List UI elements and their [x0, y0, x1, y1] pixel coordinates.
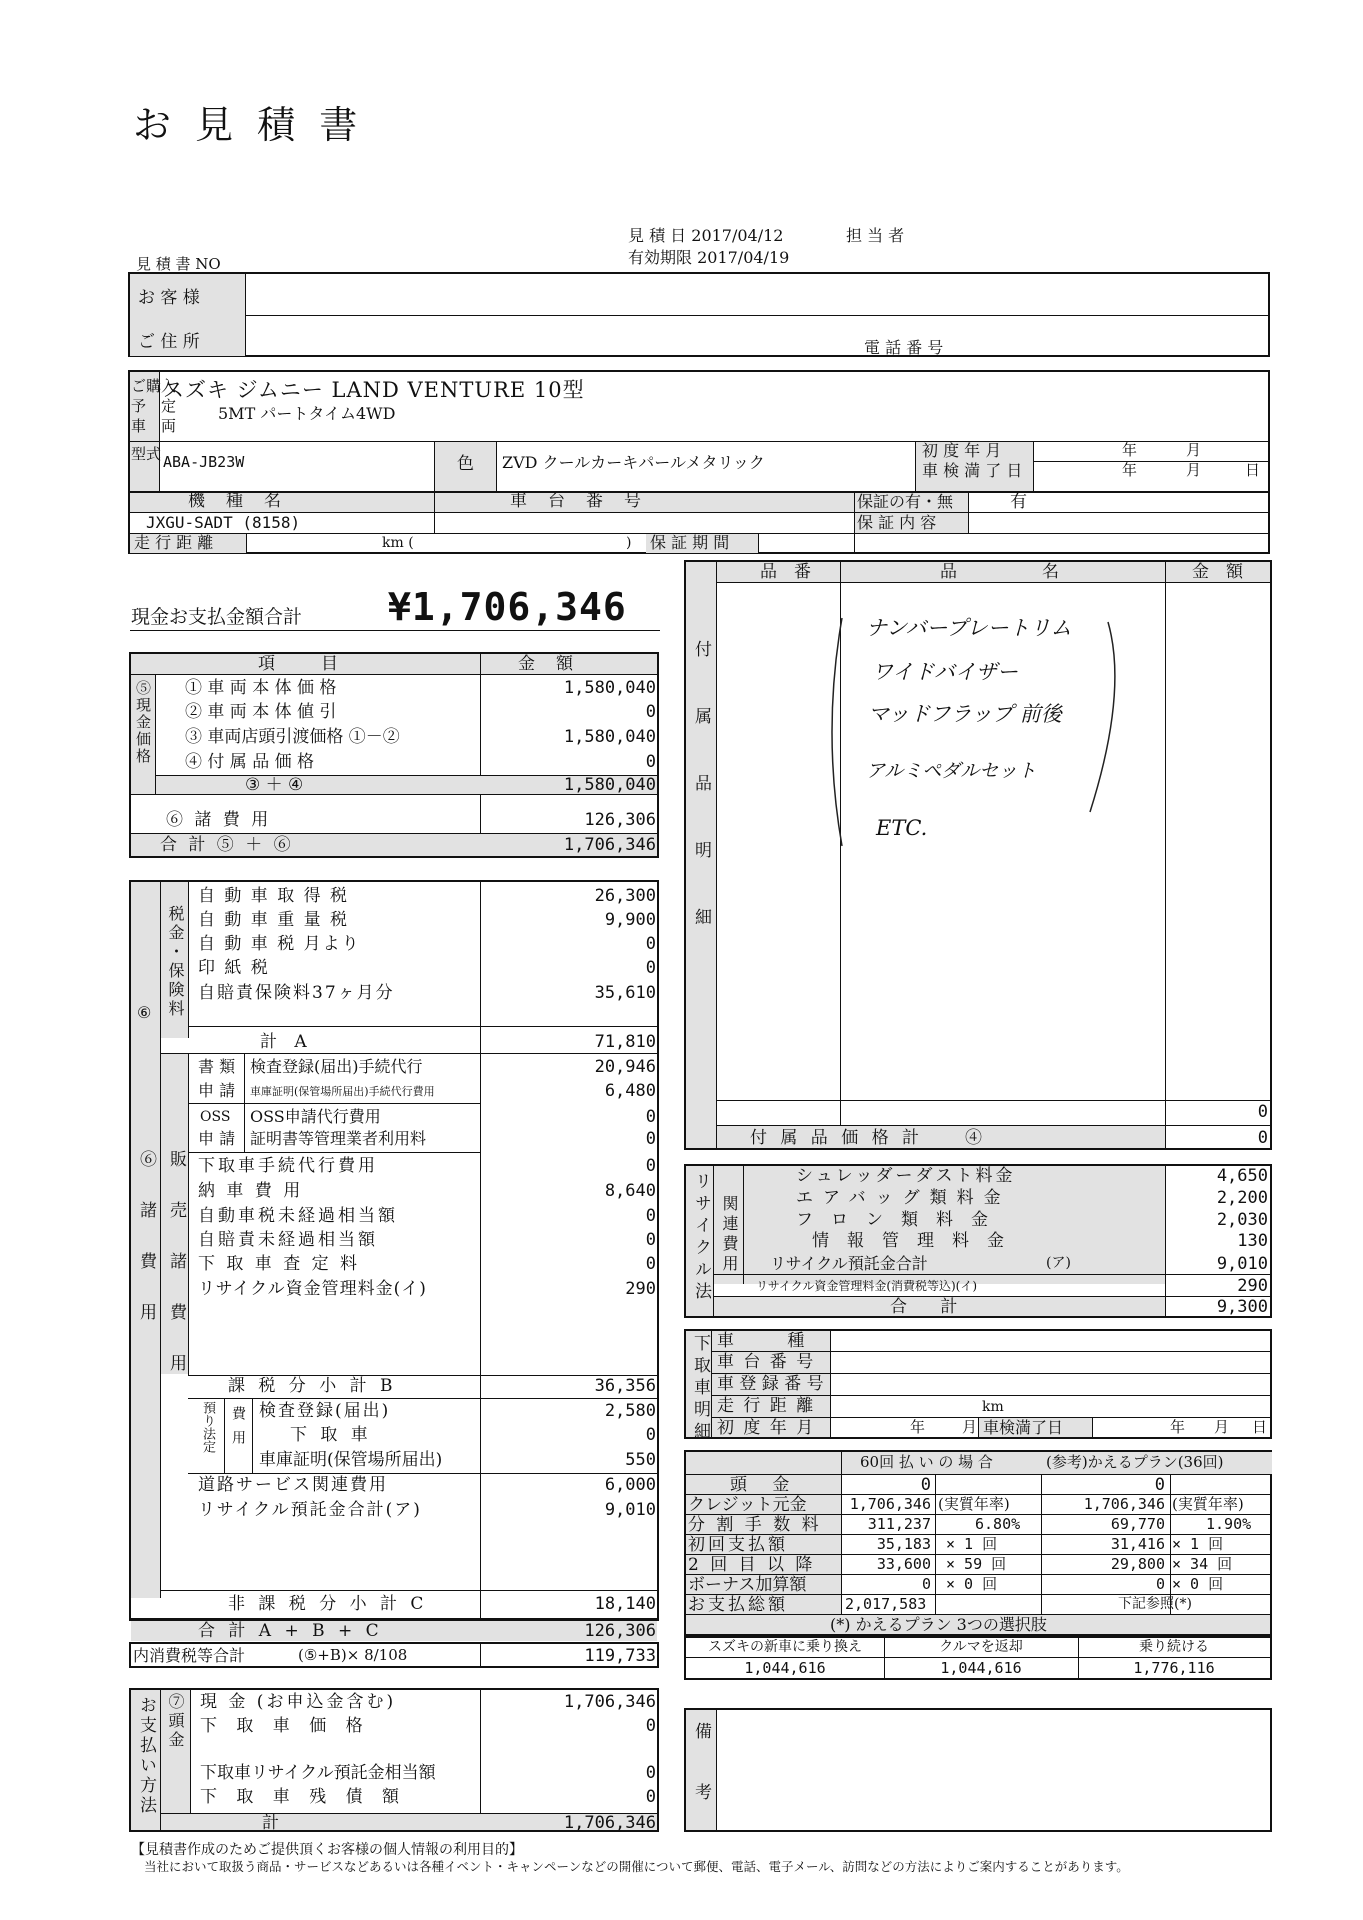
tax-row-label: 自賠責保険料37ヶ月分 — [198, 983, 395, 1003]
tradein-row-label: 車 登 録 番 号 — [717, 1374, 824, 1394]
handwritten-item: マッドフラップ 前後 — [868, 702, 1062, 726]
expense-row-value: 0 — [645, 1230, 656, 1250]
tax-row-label: 自 動 車 取 得 税 — [198, 886, 350, 906]
loan-rate-60: 6.80% — [975, 1515, 1021, 1533]
warranty-content-label: 保 証 内 容 — [857, 513, 937, 532]
doc-row-label: 車庫証明(保管場所届出)手続代行費用 — [250, 1085, 435, 1098]
expense-row-label: 下取車手続代行費用 — [198, 1156, 378, 1176]
tradein-inspection-label: 車検満了日 — [983, 1418, 1064, 1437]
handwritten-note — [828, 612, 1123, 852]
expense-row-label: 納 車 費 用 — [198, 1181, 304, 1201]
tax-row-value: 0 — [645, 934, 656, 954]
tax-row-label: 自 動 車 税 月より — [198, 934, 361, 954]
deposit-row-value: 550 — [625, 1450, 656, 1470]
doc-row-label: 検査登録(届出)手続代行 — [250, 1057, 423, 1076]
recycle-row-value: 2,030 — [1216, 1210, 1268, 1230]
payment-row-label: 下 取 車 残 債 額 — [200, 1787, 407, 1807]
recycle-row-value: 130 — [1237, 1231, 1268, 1251]
tradein-row-label: 車 種 — [717, 1331, 829, 1351]
tax-total-value: 71,810 — [594, 1032, 656, 1052]
loan-value-60: 35,183 — [876, 1535, 931, 1553]
payment-method-side-label: お支払い方法 — [136, 1696, 156, 1816]
loan-value-60: 0 — [921, 1575, 931, 1593]
loan-total-ref: 下記参照(*) — [1118, 1596, 1192, 1612]
misc-row-label: リサイクル預託金合計(ア) — [198, 1500, 422, 1520]
vehicle-spec: 5MT パートタイム4WD — [218, 404, 396, 423]
loan-row-label: 分 割 手 数 料 — [688, 1515, 822, 1535]
tradein-km-unit: km — [982, 1399, 1004, 1415]
vehicle-name: スズキ ジムニー LAND VENTURE 10型 — [163, 378, 585, 402]
deposit-side-label: 預り法定 — [200, 1401, 215, 1453]
expense-row-value: 8,640 — [604, 1181, 656, 1201]
remarks-label: 備考 — [691, 1722, 711, 1844]
loan-head-60: 60回 払 い の 場 合 — [860, 1453, 993, 1471]
loan-row-label: ボーナス加算額 — [688, 1575, 807, 1595]
page-title: お 見 積 書 — [133, 103, 364, 147]
nontaxable-subtotal-value: 18,140 — [594, 1594, 656, 1614]
privacy-title: 【見積書作成のためご提供頂くお客様の個人情報の利用目的】 — [131, 1842, 523, 1858]
price-row-label: ② 車 両 本 体 値 引 — [185, 702, 337, 722]
address-label: ご 住 所 — [138, 332, 200, 352]
recycle-row-label: フロン類料金 — [796, 1210, 1006, 1230]
tradein-inspection-month-unit: 月 — [1214, 1418, 1230, 1436]
payment-row-value: 0 — [645, 1716, 656, 1736]
accessories-head-code: 品 番 — [760, 562, 811, 582]
loan-row-label: 2 回 目 以 降 — [688, 1555, 816, 1575]
price-row-value: 0 — [645, 702, 656, 722]
loan-total-60: 2,017,583 — [845, 1595, 927, 1613]
price-row-value: 0 — [645, 752, 656, 772]
accessories-head-name: 品 名 — [940, 562, 1059, 582]
recycle-row-label: シュレッダーダスト料金 — [796, 1166, 1016, 1186]
type-name-value: JXGU-SADT (8158) — [146, 513, 301, 532]
loan-rate-label-60: (実質年率) — [938, 1495, 1010, 1513]
total-payment-label: 現金お支払金額合計 — [131, 606, 303, 628]
tax-insurance-side-label: 税金・保険料 — [166, 905, 185, 1019]
tax-row-label: 自 動 車 重 量 税 — [198, 910, 350, 930]
price-head-amount: 金 額 — [518, 654, 575, 674]
tax-row-label: 印 紙 税 — [198, 958, 270, 978]
cash-price-side-label: ⑤現金価格 — [134, 680, 152, 765]
price-total-label: 合 計 ⑤ ＋ ⑥ — [160, 835, 294, 855]
payment-row-value: 0 — [645, 1763, 656, 1783]
doc-row-value: 6,480 — [604, 1081, 656, 1101]
vehicle-color: ZVD クールカーキパールメタリック — [502, 453, 765, 472]
kaeru-choice-value: 1,044,616 — [744, 1659, 826, 1677]
expenses-grand-label: 合 計 A + B + C — [198, 1621, 383, 1641]
price-total-value: 1,706,346 — [563, 835, 656, 855]
price-row-label: ① 車 両 本 体 価 格 — [185, 678, 337, 698]
purchase-plan-label: ご購入 予 定 車 両 — [131, 377, 177, 435]
handwritten-item: アルミペダルセット — [866, 760, 1037, 782]
warranty-label: 保証の有・無 — [857, 492, 954, 511]
person-in-charge-label: 担 当 者 — [846, 226, 905, 245]
loan-count-60: × 59 回 — [946, 1555, 1007, 1573]
loan-value-60: 1,706,346 — [849, 1495, 931, 1513]
expense-row-value: 290 — [625, 1279, 656, 1299]
sales-expenses-side-label: 販売諸費用 — [166, 1150, 186, 1405]
payment-row-value: 1,706,346 — [563, 1692, 656, 1712]
valid-until: 有効期限 2017/04/19 — [628, 248, 790, 267]
mileage-label: 走 行 距 離 — [134, 533, 214, 552]
doc-row-tag: 書 類 — [198, 1057, 236, 1076]
kaeru-plan-title: (*) かえるプラン 3つの選択肢 — [830, 1615, 1047, 1634]
misc-row-label: 道路サービス関連費用 — [198, 1475, 388, 1495]
doc-row-tag: 申 請 — [198, 1129, 236, 1148]
estimate-date: 見 積 日 2017/04/12 — [628, 226, 784, 245]
expense-row-value: 0 — [645, 1156, 656, 1176]
payment-row-label: 下 取 車 価 格 — [200, 1716, 370, 1736]
first-reg-month-unit: 月 — [1186, 441, 1202, 459]
color-label: 色 — [457, 454, 474, 474]
handwritten-brackets — [828, 612, 1123, 852]
loan-row-label: 頭 金 — [730, 1475, 800, 1495]
payment-row-label: 下取車リサイクル預託金相当額 — [200, 1763, 436, 1783]
misc-row-value: 6,000 — [604, 1475, 656, 1495]
recycle-row-value: 2,200 — [1216, 1188, 1268, 1208]
payment-total-label: 計 — [262, 1813, 279, 1833]
doc-row-value: 0 — [645, 1107, 656, 1127]
expense-row-value: 0 — [645, 1254, 656, 1274]
tax-row-value: 26,300 — [594, 886, 656, 906]
accessories-side-label: 付属品明細 — [691, 640, 711, 975]
total-payment-value: ¥1,706,346 — [388, 585, 627, 629]
tradein-year-unit: 年 — [910, 1418, 926, 1436]
tax-total-label: 計 A — [260, 1032, 313, 1052]
accessories-head-amount: 金 額 — [1192, 562, 1243, 582]
fees-label: ⑥ 諸 費 用 — [166, 810, 272, 830]
taxable-subtotal-label: 課 税 分 小 計 B — [228, 1376, 397, 1396]
loan-value-ref: 29,800 — [1110, 1555, 1165, 1573]
consumption-tax-value: 119,733 — [584, 1646, 656, 1666]
doc-row-value: 0 — [645, 1129, 656, 1149]
loan-row-label: お支払総額 — [688, 1595, 788, 1615]
loan-value-ref: 1,706,346 — [1083, 1495, 1165, 1513]
loan-count-60: × 0 回 — [946, 1575, 998, 1593]
doc-row-label: OSS申請代行費用 — [250, 1107, 381, 1126]
accessories-subtotal-value: 0 — [1257, 1102, 1268, 1122]
accessories-total-value: 0 — [1257, 1128, 1268, 1148]
loan-count-ref: × 1 回 — [1172, 1535, 1224, 1553]
expense-row-label: 自賠責未経過相当額 — [198, 1230, 378, 1250]
estimate-no-label: 見 積 書 NO — [136, 255, 221, 273]
consumption-tax-label: 内消費税等合計 — [133, 1646, 246, 1665]
tax-row-value: 9,900 — [604, 910, 656, 930]
loan-value-ref: 31,416 — [1110, 1535, 1165, 1553]
kaeru-choice-value: 1,044,616 — [940, 1659, 1022, 1677]
doc-row-value: 20,946 — [594, 1057, 656, 1077]
inspection-label: 車 検 満 了 日 — [922, 461, 1023, 480]
loan-value-ref: 0 — [1154, 1475, 1165, 1495]
tradein-inspection-day-unit: 日 — [1252, 1418, 1268, 1436]
first-reg-label: 初 度 年 月 — [922, 441, 1002, 460]
type-name-label: 機 種 名 — [188, 491, 283, 511]
inspection-month-unit: 月 — [1186, 461, 1202, 479]
payment-row-value: 0 — [645, 1787, 656, 1807]
nontaxable-subtotal-label: 非 課 税 分 小 計 C — [228, 1594, 428, 1614]
recycle-deposit-value: 9,010 — [1216, 1254, 1268, 1274]
kaeru-choice-label: スズキの新車に乗り換え — [708, 1639, 862, 1655]
doc-row-tag: 申 請 — [198, 1081, 236, 1100]
handwritten-item: ナンバープレートリム — [866, 616, 1072, 640]
tradein-row-label: 走 行 距 離 — [717, 1396, 816, 1416]
deposit-row-value: 0 — [645, 1425, 656, 1445]
expenses-side-label: ⑥諸費用 — [136, 1150, 156, 1354]
recycle-mgmt-value: 290 — [1237, 1276, 1268, 1296]
price-row-label: ③ 車両店頭引渡価格 ①－② — [185, 727, 400, 747]
recycle-row-label: 情報管理料金 — [812, 1231, 1022, 1251]
doc-row-label: 証明書等管理業者利用料 — [250, 1129, 427, 1148]
kaeru-choice-label: クルマを返却 — [939, 1639, 1023, 1655]
customer-name-label: お 客 様 — [138, 288, 200, 308]
handwritten-item: ETC. — [876, 816, 928, 840]
handwritten-item: ワイドバイザー — [872, 660, 1018, 684]
recycle-total-value: 9,300 — [1216, 1297, 1268, 1317]
tradein-inspection-year-unit: 年 — [1170, 1418, 1186, 1436]
inspection-day-unit: 日 — [1245, 461, 1261, 479]
loan-value-ref: 69,770 — [1110, 1515, 1165, 1533]
consumption-tax-formula: (⑤+B)× 8/108 — [298, 1646, 408, 1664]
recycle-total-label: 合 計 — [890, 1297, 972, 1317]
recycle-mgmt-label: リサイクル資金管理料金(消費税等込)(イ) — [756, 1279, 978, 1293]
payment-row-label: 現 金 (お申込金含む) — [200, 1692, 397, 1712]
deposit-row-label: 検査登録(届出) — [259, 1401, 391, 1421]
phone-label: 電 話 番 号 — [864, 338, 944, 357]
recycle-deposit-label: リサイクル預託金合計 — [770, 1254, 928, 1273]
deposit-row-label: 下 取 車 — [290, 1425, 372, 1445]
tradein-month-unit: 月 — [962, 1418, 978, 1436]
warranty-value: 有 — [1010, 492, 1027, 512]
price-row-value: 1,580,040 — [563, 678, 656, 698]
tax-row-value: 35,610 — [594, 983, 656, 1003]
first-reg-year-unit: 年 — [1122, 441, 1138, 459]
deposit-side-label-b: 費用 — [230, 1406, 246, 1454]
model-code: ABA-JB23W — [163, 453, 245, 471]
loan-value-60: 33,600 — [876, 1555, 931, 1573]
price-subtotal-label: ③ ＋ ④ — [245, 775, 304, 795]
recycle-deposit-mark: (ア) — [1046, 1255, 1071, 1271]
misc-row-value: 9,010 — [604, 1500, 656, 1520]
expenses-grand-value: 126,306 — [584, 1621, 656, 1641]
deposit-row-label: 車庫証明(保管場所届出) — [259, 1450, 443, 1470]
warranty-period-label: 保 証 期 間 — [650, 533, 730, 552]
accessories-total-label: 付 属 品 価 格 計 ④ — [750, 1128, 987, 1148]
loan-count-60: × 1 回 — [946, 1535, 998, 1553]
model-label: 型式 — [131, 445, 162, 463]
price-row-value: 1,580,040 — [563, 727, 656, 747]
expense-row-label: 下 取 車 査 定 料 — [198, 1254, 361, 1274]
expense-row-label: 自動車税未経過相当額 — [198, 1206, 398, 1226]
loan-row-label: クレジット元金 — [688, 1495, 807, 1515]
tradein-row-label: 車 台 番 号 — [717, 1352, 816, 1372]
recycle-row-value: 4,650 — [1216, 1166, 1268, 1186]
privacy-text: 当社において取扱う商品・サービスなどあるいは各種イベント・キャンペーンなどの開催について郵便、電話、電子メール、訪問などの方法によりご案内することがあります。 — [144, 1859, 1129, 1874]
loan-row-label: 初回支払額 — [688, 1535, 788, 1555]
loan-rate-label-ref: (実質年率) — [1172, 1495, 1244, 1513]
chassis-no-label: 車 台 番 号 — [510, 491, 643, 511]
loan-value-ref: 0 — [1155, 1575, 1165, 1593]
price-subtotal-value: 1,580,040 — [563, 775, 656, 795]
payment-total-value: 1,706,346 — [563, 1813, 656, 1833]
mileage-close: ) — [626, 535, 632, 551]
price-head-item: 項 目 — [258, 654, 342, 674]
deposit-row-value: 2,580 — [604, 1401, 656, 1421]
expense-row-value: 0 — [645, 1206, 656, 1226]
loan-value-60: 0 — [920, 1475, 931, 1495]
loan-head-ref: (参考)かえるプラン(36回) — [1046, 1453, 1224, 1471]
doc-row-tag: OSS — [200, 1109, 231, 1125]
tradein-side-label: 下取車明細 — [690, 1334, 710, 1444]
remarks-box — [684, 1708, 1272, 1832]
expenses-mark: ⑥ — [137, 1003, 152, 1022]
taxable-subtotal-value: 36,356 — [594, 1376, 656, 1396]
fees-value: 126,306 — [584, 810, 656, 830]
loan-rate-ref: 1.90% — [1206, 1515, 1252, 1533]
inspection-year-unit: 年 — [1122, 461, 1138, 479]
recycle-side-label: リサイクル法 — [691, 1172, 711, 1304]
kaeru-choice-label: 乗り続ける — [1139, 1639, 1209, 1655]
loan-count-ref: × 34 回 — [1172, 1555, 1233, 1573]
recycle-side-label-b: 関連費用 — [720, 1195, 739, 1275]
kaeru-choice-value: 1,776,116 — [1133, 1659, 1215, 1677]
recycle-row-label: エアバッグ類料金 — [796, 1188, 1011, 1208]
tax-row-value: 0 — [645, 958, 656, 978]
tradein-row-label: 初 度 年 月 — [717, 1418, 816, 1438]
loan-count-ref: × 0 回 — [1172, 1575, 1224, 1593]
down-payment-side-label: ⑦頭金 — [166, 1693, 185, 1750]
loan-value-60: 311,237 — [867, 1515, 931, 1533]
price-row-label: ④ 付 属 品 価 格 — [185, 752, 315, 772]
mileage-unit: km ( — [382, 535, 414, 551]
expense-row-label: リサイクル資金管理料金(イ) — [198, 1279, 427, 1299]
